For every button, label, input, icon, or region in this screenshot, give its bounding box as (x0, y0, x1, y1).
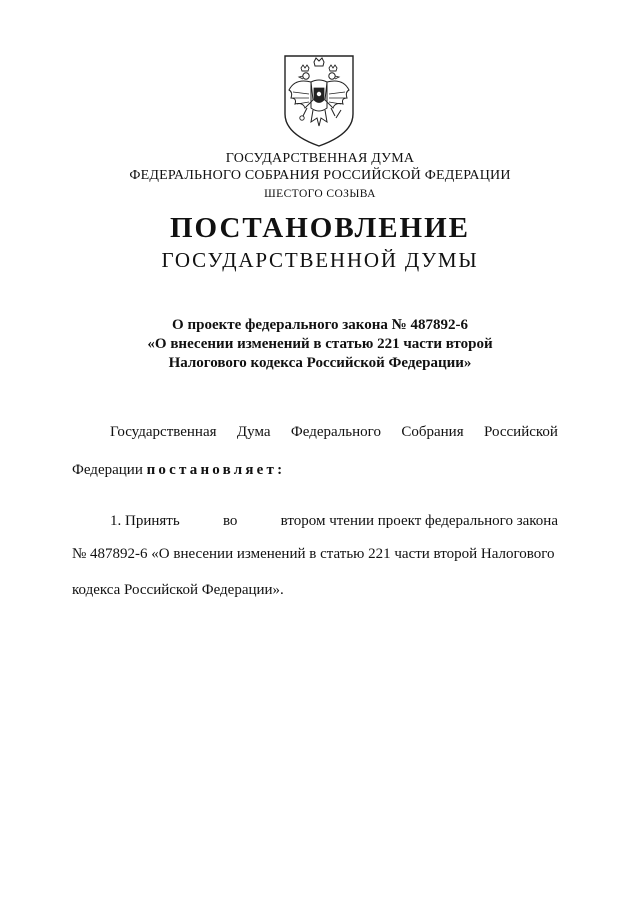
item-1-word: втором чтении проект федерального закона (280, 513, 558, 529)
document-issuer-title: ГОСУДАРСТВЕННОЙ ДУМЫ (161, 248, 479, 272)
preamble-prefix: Федерации (72, 462, 143, 478)
preamble-word: Дума (236, 424, 271, 440)
header-line-federal-assembly: ФЕДЕРАЛЬНОГО СОБРАНИЯ РОССИЙСКОЙ ФЕДЕРАЦИИ (129, 168, 511, 183)
header-line-duma: ГОСУДАРСТВЕННАЯ ДУМА (225, 151, 415, 166)
preamble-word: Федерального (290, 424, 381, 440)
header-line-convocation: ШЕСТОГО СОЗЫВА (264, 188, 376, 200)
subject-line: О проекте федерального закона № 487892-6 (172, 317, 468, 333)
decree-word: постановляет: (146, 462, 286, 478)
subject-line: «О внесении изменений в статью 221 части второй (147, 336, 493, 352)
item-1-line-1 (110, 513, 558, 530)
preamble-line-1 (110, 424, 558, 441)
document-type-title: ПОСТАНОВЛЕНИЕ (169, 212, 470, 244)
item-1-word: 1. Принять (110, 513, 180, 529)
preamble-word: Российской (484, 424, 558, 440)
preamble-word: Государственная (110, 424, 217, 440)
preamble-word: Собрания (401, 424, 464, 440)
item-1-line-3: кодекса Российской Федерации». (72, 582, 284, 598)
document-subject (0, 316, 640, 373)
item-1-line-2: № 487892-6 «О внесении изменений в статью 221 части второй Налогового (72, 546, 555, 562)
subject-line: Налогового кодекса Российской Федерации» (168, 355, 472, 371)
preamble-line-2 (72, 462, 285, 479)
item-1-word: во (222, 513, 238, 529)
coat-of-arms-icon (281, 52, 357, 148)
